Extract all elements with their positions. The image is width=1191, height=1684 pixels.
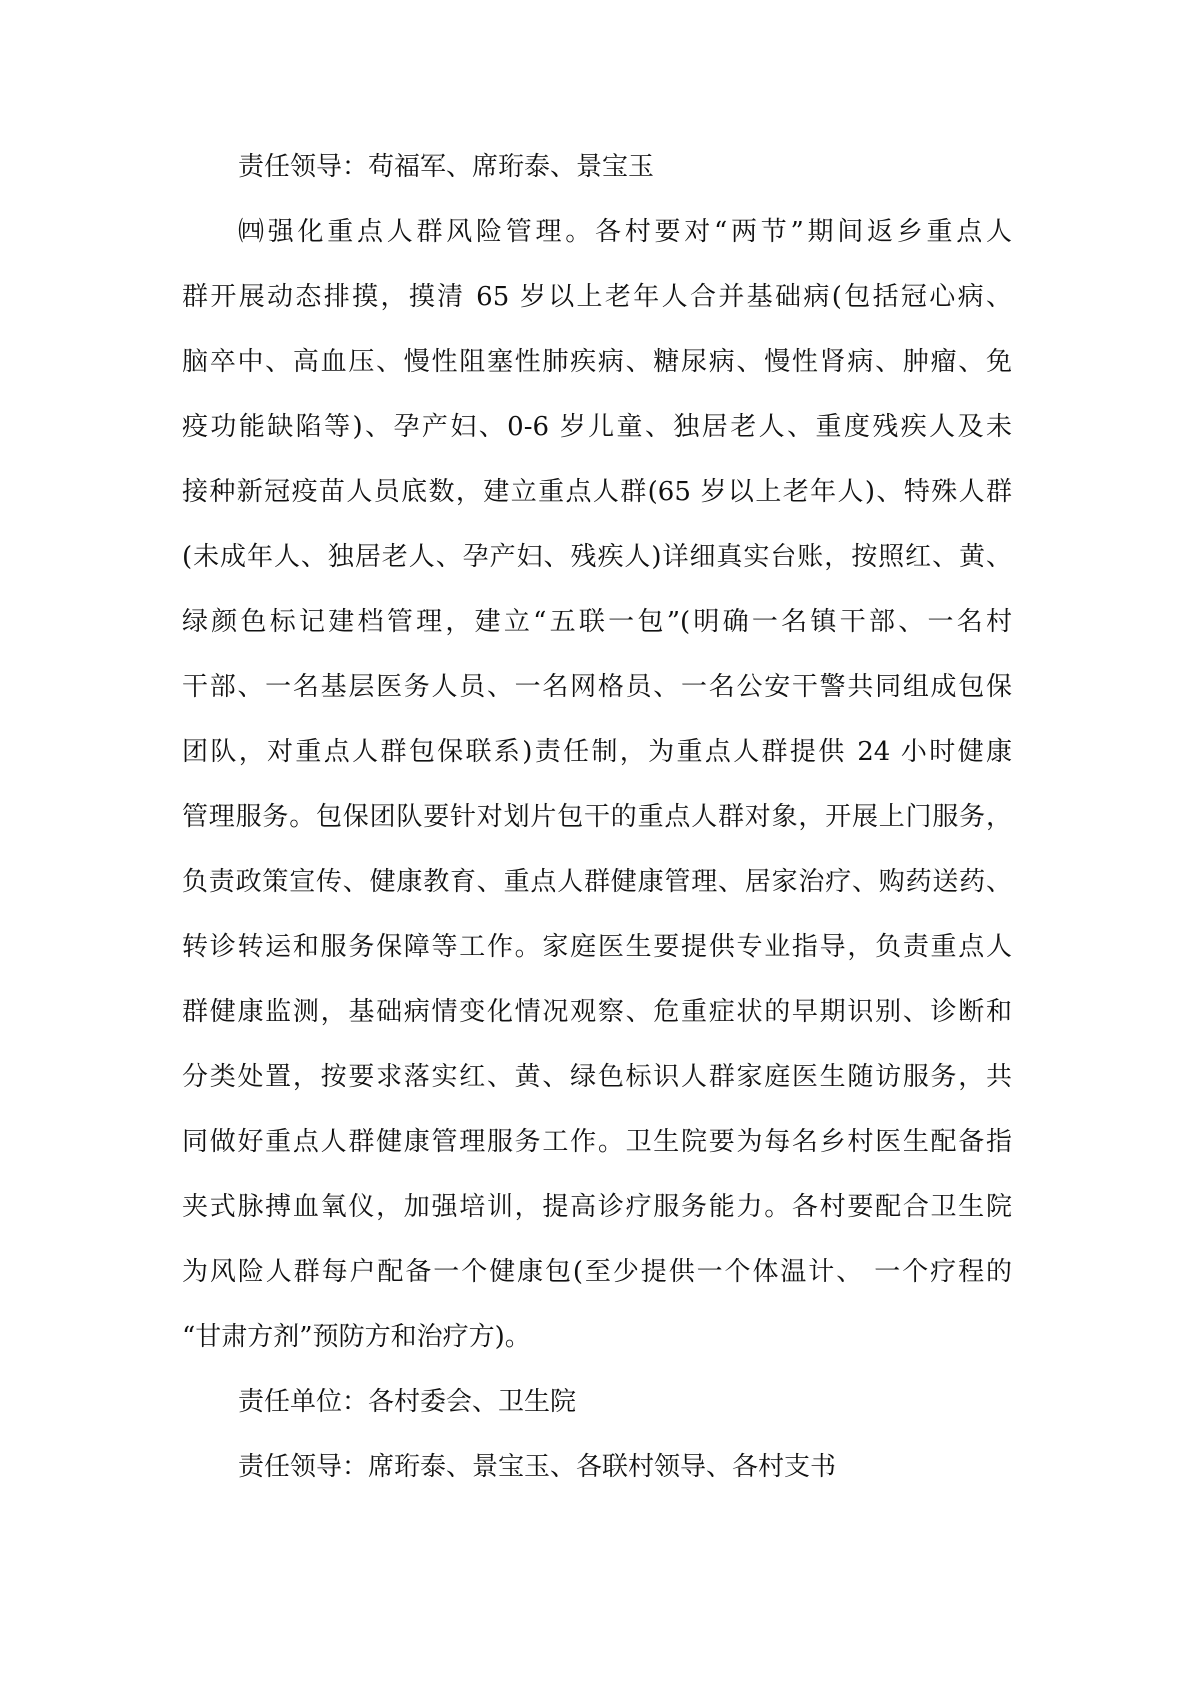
responsible-units-line: 责任单位：各村委会、卫生院 [238,1387,577,1417]
responsible-leaders-line: 责任领导：席珩泰、景宝玉、各联村领导、各村支书 [238,1452,837,1482]
paragraph-line: 转诊转运和服务保障等工作。家庭医生要提供专业指导，负责重点人 [182,932,1012,962]
paragraph-line: 疫功能缺陷等)、孕产妇、0-6 岁儿童、独居老人、重度残疾人及未 [182,412,1012,442]
paragraph-line: 接种新冠疫苗人员底数，建立重点人群(65 岁以上老年人)、特殊人群 [182,477,1012,507]
paragraph-last-line: “甘肃方剂”预防方和治疗方)。 [182,1322,531,1352]
paragraph-line: 团队，对重点人群包保联系)责任制，为重点人群提供 24 小时健康 [182,737,1012,767]
responsible-leaders-line: 责任领导：苟福军、席珩泰、景宝玉 [238,152,655,182]
paragraph-line: 绿颜色标记建档管理，建立“五联一包”(明确一名镇干部、一名村 [182,607,1012,637]
paragraph-line: 为风险人群每户配备一个健康包(至少提供一个体温计、 一个疗程的 [182,1257,1012,1287]
paragraph-line: 群健康监测，基础病情变化情况观察、危重症状的早期识别、诊断和 [182,997,1012,1027]
paragraph-line: 分类处置，按要求落实红、黄、绿色标识人群家庭医生随访服务，共 [182,1062,1012,1092]
paragraph-line: 群开展动态排摸，摸清 65 岁以上老年人合并基础病(包括冠心病、 [182,282,1012,312]
paragraph-line: 同做好重点人群健康管理服务工作。卫生院要为每名乡村医生配备指 [182,1127,1012,1157]
paragraph-line: 负责政策宣传、健康教育、重点人群健康管理、居家治疗、购药送药、 [182,867,1012,897]
section-four-heading-line: ㈣强化重点人群风险管理。各村要对“两节”期间返乡重点人 [238,217,1012,247]
document-body [182,146,1012,1511]
paragraph-line: 管理服务。包保团队要针对划片包干的重点人群对象，开展上门服务， [182,802,1012,832]
paragraph-line: 夹式脉搏血氧仪，加强培训，提高诊疗服务能力。各村要配合卫生院 [182,1192,1012,1222]
paragraph-line: 脑卒中、高血压、慢性阻塞性肺疾病、糖尿病、慢性肾病、肿瘤、免 [182,347,1012,377]
paragraph-line: (未成年人、独居老人、孕产妇、残疾人)详细真实台账，按照红、黄、 [182,542,1012,572]
paragraph-line: 干部、一名基层医务人员、一名网格员、一名公安干警共同组成包保 [182,672,1012,702]
